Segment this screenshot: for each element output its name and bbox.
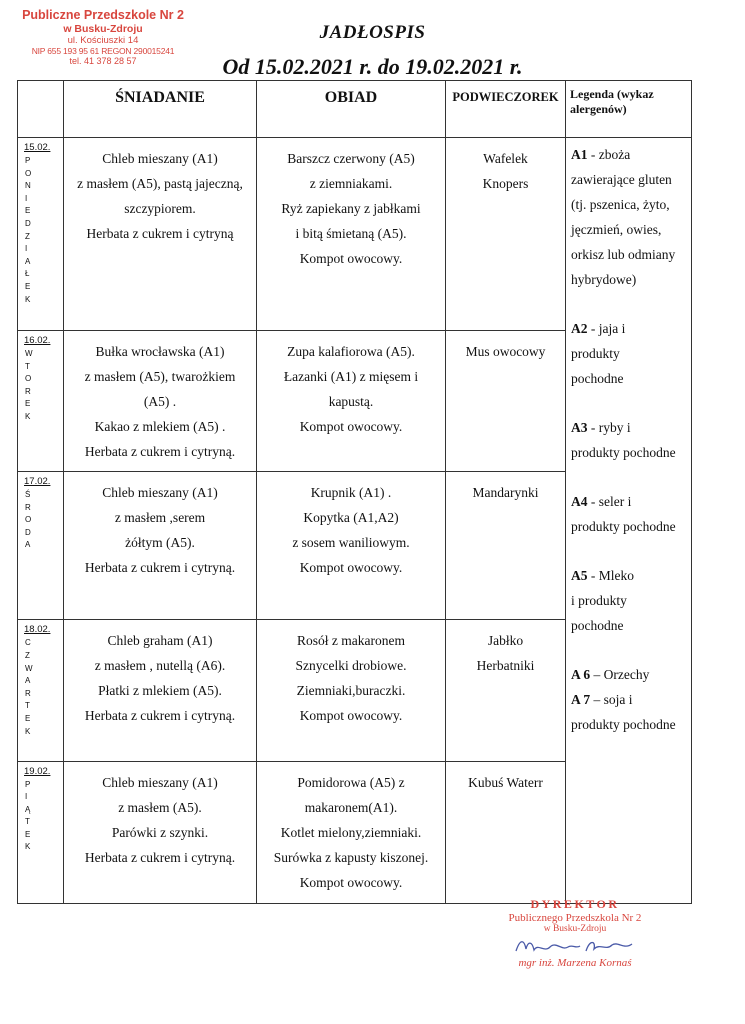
stamp-line3: ul. Kościuszki 14 <box>67 35 139 47</box>
day-name: PONIEDZIAŁEK <box>25 156 32 304</box>
lunch-cell <box>257 330 446 471</box>
breakfast-line: Bułka wrocławska (A1) <box>95 343 225 359</box>
snack-cell <box>446 330 566 471</box>
allergen-code: A1 <box>571 147 588 162</box>
stamp-line1: Publiczne Przedszkole Nr 2 <box>22 8 184 22</box>
allergen-description: zawierające gluten <box>571 172 672 187</box>
lunch-line: Kotlet mielony,ziemniaki. <box>280 824 422 840</box>
legend-item <box>571 316 687 391</box>
allergen-separator: - <box>587 494 596 509</box>
day-cell <box>18 761 64 903</box>
day-name: PIĄTEK <box>25 779 31 852</box>
day-cell <box>18 620 64 761</box>
allergen-separator: - <box>587 147 596 162</box>
snack-cell <box>446 472 566 620</box>
breakfast-line: Chleb mieszany (A1) <box>102 774 218 790</box>
lunch-line: Kompot owocowy. <box>299 874 403 890</box>
day-name: CZWARTEK <box>25 638 33 736</box>
day-cell <box>18 138 64 331</box>
lunch-line: Surówka z kapusty kiszonej. <box>273 849 429 865</box>
breakfast-line: Herbata z cukrem i cytryną. <box>84 443 236 459</box>
breakfast-line: Parówki z szynki. <box>111 824 209 840</box>
legend-tail-cell <box>566 761 692 903</box>
breakfast-line: z masłem (A5), twarożkiem <box>84 368 236 384</box>
header-row <box>18 81 692 138</box>
allergen-description: produkty <box>571 346 620 361</box>
day-date: 16.02. <box>24 334 51 346</box>
lunch-cell <box>257 138 446 331</box>
breakfast-cell <box>64 138 257 331</box>
allergen-description: orkisz lub odmiany <box>571 247 676 262</box>
breakfast-line: Herbata z cukrem i cytryną. <box>84 849 236 865</box>
allergen-separator: - <box>587 568 596 583</box>
allergen-description: (tj. pszenica, żyto, <box>571 197 670 212</box>
breakfast-line: z masłem ,serem <box>114 510 206 526</box>
allergen-description: produkty pochodne <box>571 445 676 460</box>
allergen-description: zboża <box>598 147 631 162</box>
day-cell <box>18 472 64 620</box>
allergen-description: jęczmień, owies, <box>571 222 662 237</box>
page-title: JADŁOSPIS <box>319 22 426 43</box>
breakfast-line: Chleb mieszany (A1) <box>102 485 218 501</box>
day-date: 15.02. <box>24 142 51 153</box>
allergen-separator: – <box>590 667 601 682</box>
snack-cell <box>446 620 566 761</box>
date-range: Od 15.02.2021 r. do 19.02.2021 r. <box>222 54 523 79</box>
snack-cell <box>446 761 566 903</box>
director-signature <box>475 898 675 970</box>
legend-item <box>571 142 687 292</box>
legend-item <box>571 687 687 737</box>
snack-cell <box>446 138 566 331</box>
lunch-line: makaronem(A1). <box>304 799 398 815</box>
allergen-description: hybrydowe) <box>571 272 637 287</box>
signature-line3: w Busku-Zdroju <box>543 924 607 935</box>
allergen-legend <box>566 138 692 762</box>
snack-line: Herbatniki <box>476 658 535 674</box>
breakfast-cell <box>64 620 257 761</box>
day-cell <box>18 330 64 471</box>
day-date: 18.02. <box>24 624 51 636</box>
lunch-line: Kopytka (A1,A2) <box>303 510 399 526</box>
signature-title: DYREKTOR <box>530 897 620 911</box>
allergen-description: i produkty <box>571 593 627 608</box>
breakfast-cell <box>64 330 257 471</box>
allergen-description: soja i <box>603 692 633 707</box>
lunch-cell <box>257 620 446 761</box>
breakfast-line: Chleb mieszany (A1) <box>102 151 218 166</box>
breakfast-line: Kakao z mlekiem (A5) . <box>94 418 226 434</box>
day-name: ŚRODA <box>25 490 32 550</box>
snack-line: Mandarynki <box>472 485 539 501</box>
lunch-line: kapustą. <box>328 393 374 409</box>
table-row <box>18 138 692 331</box>
day-date: 19.02. <box>24 765 51 777</box>
lunch-line: Ziemniaki,buraczki. <box>296 683 406 699</box>
snack-line: Knopers <box>482 176 529 191</box>
allergen-description: produkty pochodne <box>571 519 676 534</box>
allergen-description: pochodne <box>571 618 624 633</box>
allergen-description: pochodne <box>571 371 624 386</box>
lunch-line: Pomidorowa (A5) z <box>297 774 405 790</box>
signature-name: mgr inż. Marzena Kornaś <box>518 957 632 970</box>
breakfast-line: żółtym (A5). <box>125 535 195 551</box>
lunch-line: z sosem waniliowym. <box>292 535 410 551</box>
legend-item <box>571 415 687 465</box>
lunch-line: Barszcz czerwony (A5) <box>287 151 415 166</box>
breakfast-line: z masłem , nutellą (A6). <box>94 658 226 674</box>
signature-line2: Publicznego Przedszkola Nr 2 <box>508 911 642 924</box>
allergen-description: jaja i <box>598 321 626 336</box>
legend-item <box>571 489 687 539</box>
breakfast-line: Chleb graham (A1) <box>107 633 213 649</box>
allergen-code: A5 <box>571 568 588 583</box>
lunch-line: Kompot owocowy. <box>299 251 403 266</box>
stamp-line5: tel. 41 378 28 57 <box>69 56 137 67</box>
snack-line: Kubuś Waterr <box>468 774 543 790</box>
lunch-cell <box>257 472 446 620</box>
day-name: WTOREK <box>25 348 33 421</box>
breakfast-cell <box>64 761 257 903</box>
lunch-line: Zupa kalafiorowa (A5). <box>287 343 415 359</box>
breakfast-line: Herbata z cukrem i cytryną. <box>84 560 236 576</box>
stamp-line2: w Busku-Zdroju <box>63 22 143 35</box>
allergen-separator: - <box>587 420 596 435</box>
allergen-description: ryby i <box>598 420 631 435</box>
allergen-description: Mleko <box>598 568 634 583</box>
stamp-line4: NIP 655 193 95 61 REGON 290015241 <box>31 46 175 57</box>
breakfast-line: z masłem (A5). <box>118 799 202 815</box>
lunch-line: Rosół z makaronem <box>297 633 405 649</box>
lunch-line: Krupnik (A1) . <box>310 485 392 501</box>
day-date: 17.02. <box>24 476 51 488</box>
allergen-code: A 6 <box>571 667 591 682</box>
corner-cell <box>18 81 64 138</box>
breakfast-line: z masłem (A5), pastą jajeczną, <box>77 176 243 191</box>
allergen-code: A3 <box>571 420 588 435</box>
lunch-line: Kompot owocowy. <box>299 708 403 724</box>
breakfast-cell <box>64 472 257 620</box>
breakfast-line: Herbata z cukrem i cytryną. <box>84 708 236 724</box>
header-legend: Legenda (wykaz alergenów) <box>566 81 692 138</box>
allergen-description: Orzechy <box>603 667 650 682</box>
lunch-line: Kompot owocowy. <box>299 418 403 434</box>
handwritten-signature <box>510 935 640 957</box>
lunch-cell <box>257 761 446 903</box>
snack-line: Mus owocowy <box>465 343 546 359</box>
snack-line: Jabłko <box>487 633 524 649</box>
header-lunch: OBIAD <box>257 81 446 138</box>
breakfast-line: Płatki z mlekiem (A5). <box>98 683 222 699</box>
allergen-description: produkty pochodne <box>571 717 676 732</box>
lunch-line: Kompot owocowy. <box>299 560 403 576</box>
breakfast-line: Herbata z cukrem i cytryną <box>86 226 234 241</box>
lunch-line: Ryż zapiekany z jabłkami <box>281 201 421 216</box>
header-breakfast: ŚNIADANIE <box>64 81 257 138</box>
lunch-line: z ziemniakami. <box>309 176 393 191</box>
lunch-line: Łazanki (A1) z mięsem i <box>283 368 419 384</box>
table-row <box>18 761 692 903</box>
legend-item <box>571 662 687 687</box>
breakfast-line: (A5) . <box>143 393 177 409</box>
allergen-separator: – <box>590 692 601 707</box>
header-snack: PODWIECZOREK <box>446 81 566 138</box>
allergen-code: A4 <box>571 494 588 509</box>
legend-item <box>571 563 687 638</box>
lunch-line: i bitą śmietaną (A5). <box>295 226 407 241</box>
menu-table <box>17 80 692 904</box>
allergen-description: seler i <box>598 494 632 509</box>
allergen-separator: - <box>587 321 596 336</box>
allergen-code: A 7 <box>571 692 591 707</box>
allergen-code: A2 <box>571 321 588 336</box>
snack-line: Wafelek <box>483 151 528 166</box>
breakfast-line: szczypiorem. <box>124 201 196 216</box>
lunch-line: Sznycelki drobiowe. <box>295 658 407 674</box>
